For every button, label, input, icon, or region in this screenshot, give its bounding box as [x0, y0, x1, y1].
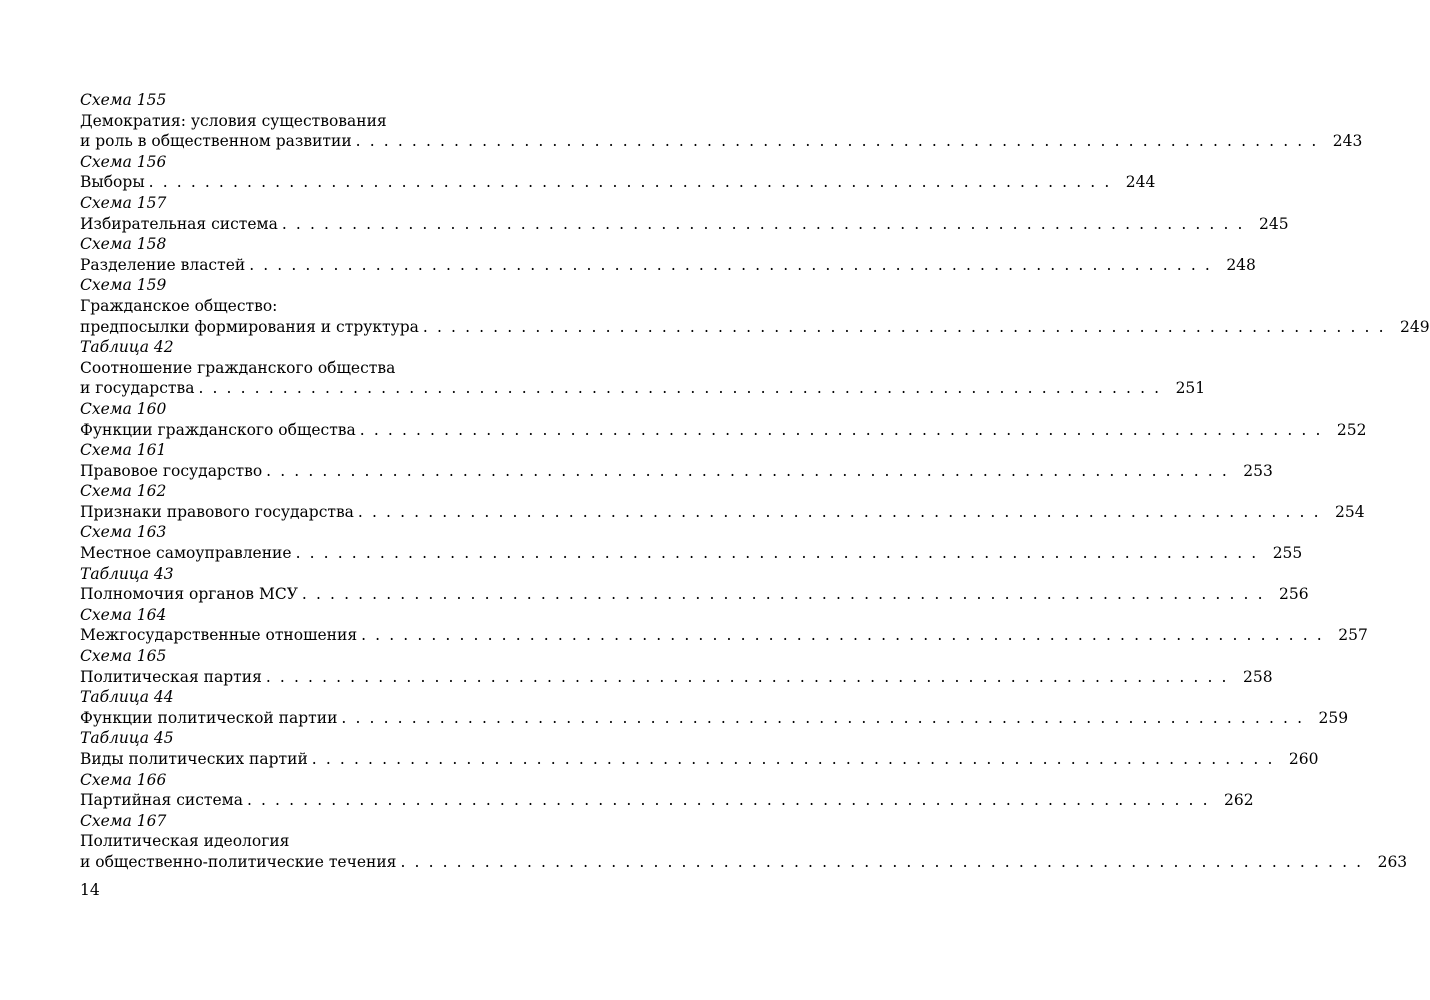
toc-entry-page: 243: [1332, 132, 1363, 151]
toc-entry-page: 251: [1175, 379, 1206, 398]
toc-entry: [80, 687, 1349, 728]
toc-entry-title: Партийная система: [80, 791, 243, 810]
dot-leader: . . . . . . . . . . . . . . . . . . . . . . . . . . . . . . . . . . . . . . . . . . . . . . . . . . . . . . . . . . . . . . . . . . . . .: [246, 791, 1210, 810]
toc-entry-row: [80, 584, 1309, 605]
toc-entry-row: [80, 667, 1273, 688]
toc-entry-title: и государства: [80, 379, 195, 398]
toc-entry: [80, 481, 1365, 522]
dot-leader: . . . . . . . . . . . . . . . . . . . . . . . . . . . . . . . . . . . . . . . . . . . . . . . . . . . . . . . . . . . . . . . . . . . . .: [359, 420, 1323, 439]
toc-entry-label: Схема 160: [80, 399, 167, 418]
toc-entry-row: [80, 625, 1368, 646]
dot-leader: . . . . . . . . . . . . . . . . . . . . . . . . . . . . . . . . . . . . . . . . . . . . . . . . . . . . . . . . . . . . . . . . . . . . .: [266, 461, 1229, 480]
toc-entry-title: Избирательная система: [80, 214, 278, 233]
toc-entry-row: [80, 317, 1430, 338]
toc-entry-row: [80, 502, 1365, 523]
toc-entry: [80, 193, 1289, 234]
toc-entry-title-line: Соотношение гражданского общества: [80, 358, 396, 377]
toc-entry: [80, 275, 1430, 337]
toc-entry-row: [80, 172, 1156, 193]
toc-entry-label: Схема 162: [80, 482, 167, 501]
toc-entry-label: Схема 159: [80, 276, 167, 295]
dot-leader: . . . . . . . . . . . . . . . . . . . . . . . . . . . . . . . . . . . . . . . . . . . . . . . . . . . . . . . . . . . . . . . . . . . . .: [400, 852, 1364, 871]
toc-entry: [80, 234, 1256, 275]
dot-leader: . . . . . . . . . . . . . . . . . . . . . . . . . . . . . . . . . . . . . . . . . . . . . . . . . . . . . . . . . . . . . . . . . . . . .: [281, 214, 1245, 233]
toc-entry-page: 262: [1224, 791, 1254, 810]
toc-entry-label: Схема 164: [80, 605, 167, 624]
toc-entry-label: Схема 166: [80, 770, 167, 789]
dot-leader: . . . . . . . . . . . . . . . . . . . . . . . . . . . . . . . . . . . . . . . . . . . . . . . . . . . . . . . . . . . . . . . . . . . . .: [198, 379, 1162, 398]
dot-leader: . . . . . . . . . . . . . . . . . . . . . . . . . . . . . . . . . . . . . . . . . . . . . . . . . . . . . . . . . . . . . . . . . . . . .: [361, 626, 1324, 645]
toc-entry: [80, 770, 1254, 811]
toc-entry-page: 248: [1226, 255, 1256, 274]
toc-entry-page: 249: [1400, 317, 1430, 336]
toc-entry-row: [80, 378, 1206, 399]
toc-entry-title-line: Демократия: условия существования: [80, 111, 387, 130]
toc-entry-title: и общественно-политические течения: [80, 852, 397, 871]
toc-entry-label: Схема 167: [80, 811, 167, 830]
toc-entry-title: Межгосударственные отношения: [80, 626, 358, 645]
dot-leader: . . . . . . . . . . . . . . . . . . . . . . . . . . . . . . . . . . . . . . . . . . . . . . . . . . . . . . . . . . . . . . . . . . . . .: [295, 544, 1259, 563]
toc-entry-row: [80, 543, 1303, 564]
dot-leader: . . . . . . . . . . . . . . . . . . . . . . . . . . . . . . . . . . . . . . . . . . . . . . . . . . . . . . . . . . . . . . . . . . . . .: [265, 667, 1229, 686]
toc-entry: [80, 605, 1368, 646]
dot-leader: . . . . . . . . . . . . . . . . . . . . . . . . . . . . . . . . . . . . . . . . . . . . . . . . . . . . . . . . . . . . . . . . . . . . .: [311, 750, 1275, 768]
dot-leader: . . . . . . . . . . . . . . . . . . . . . . . . . . . . . . . . . . . . . . . . . . . . . . . . . . . . . . . . . . . . . . . . . . . . .: [341, 708, 1305, 727]
toc-entry-page: 259: [1318, 708, 1349, 727]
dot-leader: . . . . . . . . . . . . . . . . . . . . . . . . . . . . . . . . . . . . . . . . . . . . . . . . . . . . . . . . . . . . . . . . . . . . .: [148, 173, 1112, 192]
toc-entry-row: [80, 214, 1289, 235]
dot-leader: . . . . . . . . . . . . . . . . . . . . . . . . . . . . . . . . . . . . . . . . . . . . . . . . . . . . . . . . . . . . . . . . . . . . .: [422, 317, 1386, 336]
toc-entry-page: 256: [1279, 585, 1309, 604]
toc-entry-page: 245: [1258, 214, 1289, 233]
toc-entry-page: 244: [1125, 173, 1156, 192]
toc-entry-title: Функции политической партии: [80, 708, 338, 727]
toc-entry-page: 257: [1338, 626, 1368, 645]
dot-leader: . . . . . . . . . . . . . . . . . . . . . . . . . . . . . . . . . . . . . . . . . . . . . . . . . . . . . . . . . . . . . . . . . . . . .: [301, 585, 1265, 604]
toc-entry: [80, 90, 1363, 152]
toc-entry-label: Таблица 43: [80, 564, 174, 583]
toc-entry: [80, 811, 1408, 873]
toc-entry-title: Политическая партия: [80, 667, 262, 686]
page-number: 14: [80, 881, 100, 899]
toc-entry-title: Правовое государство: [80, 461, 263, 480]
toc-entry: [80, 337, 1206, 399]
toc-entry-label: Схема 165: [80, 647, 167, 666]
toc-entry-label: Таблица 42: [80, 338, 174, 357]
toc-entry-page: 255: [1272, 544, 1303, 563]
toc-entry-label: Схема 155: [80, 91, 167, 109]
toc-entry-row: [80, 790, 1254, 811]
toc-entry: [80, 564, 1309, 605]
toc-entry-title-line: Гражданское общество:: [80, 296, 278, 315]
toc-entry-row: [80, 852, 1408, 873]
toc-entry-label: Схема 156: [80, 152, 167, 171]
toc-entry-title: Выборы: [80, 173, 145, 192]
toc-entry-title: Признаки правового государства: [80, 502, 354, 521]
toc-entry-row: [80, 255, 1256, 276]
toc-entry-page: 260: [1288, 750, 1319, 768]
toc-entry-row: [80, 131, 1363, 152]
toc-entry: [80, 728, 1319, 769]
toc-entry-row: [80, 461, 1273, 482]
toc-entry-title: Разделение властей: [80, 255, 246, 274]
toc-entry-title: Полномочия органов МСУ: [80, 585, 298, 604]
toc-entry-page: 254: [1335, 502, 1365, 521]
toc-entry-title: Функции гражданского общества: [80, 420, 356, 439]
toc-entry-page: 258: [1242, 667, 1273, 686]
toc-entry-label: Схема 161: [80, 441, 167, 460]
toc-entry-label: Схема 157: [80, 193, 167, 212]
toc-entry-label: Схема 158: [80, 235, 167, 254]
toc-entry-page: 252: [1336, 420, 1367, 439]
toc-entry-label: Таблица 45: [80, 729, 174, 748]
dot-leader: . . . . . . . . . . . . . . . . . . . . . . . . . . . . . . . . . . . . . . . . . . . . . . . . . . . . . . . . . . . . . . . . . . . . .: [357, 502, 1321, 521]
toc-entry-title: Местное самоуправление: [80, 544, 292, 563]
toc-entry-page: 263: [1377, 852, 1408, 871]
dot-leader: . . . . . . . . . . . . . . . . . . . . . . . . . . . . . . . . . . . . . . . . . . . . . . . . . . . . . . . . . . . . . . . . . . . . .: [355, 132, 1319, 151]
toc-entry-title: предпосылки формирования и структура: [80, 317, 419, 336]
toc-entry-page: 253: [1243, 461, 1273, 480]
toc-entry-title-line: Политическая идеология: [80, 832, 290, 851]
toc-entry: [80, 152, 1156, 193]
toc-entry: [80, 522, 1303, 563]
toc-entry-label: Схема 163: [80, 523, 167, 542]
toc-entry-title: Виды политических партий: [80, 750, 308, 768]
toc-entry-label: Таблица 44: [80, 688, 174, 707]
toc-entry-row: [80, 420, 1367, 441]
dot-leader: . . . . . . . . . . . . . . . . . . . . . . . . . . . . . . . . . . . . . . . . . . . . . . . . . . . . . . . . . . . . . . . . . . . . .: [249, 255, 1212, 274]
toc-entry: [80, 399, 1367, 440]
toc-entry: [80, 440, 1273, 481]
toc-entry-row: [80, 708, 1349, 729]
toc-entry-row: [80, 749, 1319, 770]
toc-entry-title: и роль в общественном развитии: [80, 132, 352, 151]
toc-entry: [80, 646, 1273, 687]
table-of-contents: [80, 90, 1430, 873]
